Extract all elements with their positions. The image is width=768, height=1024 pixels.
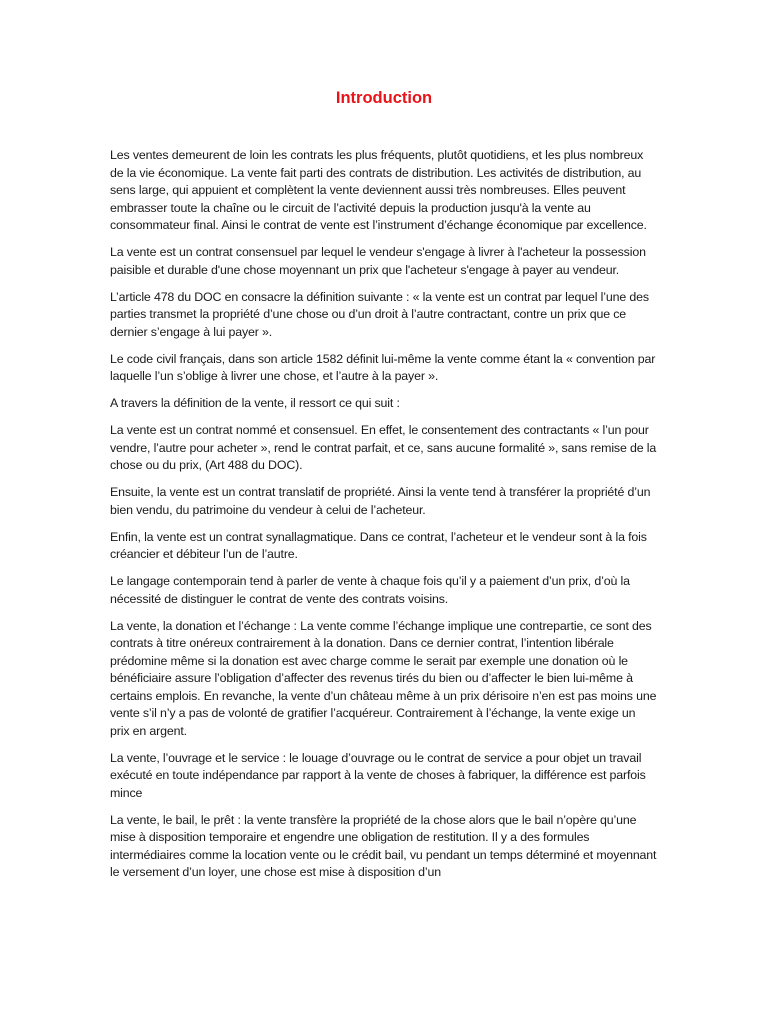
page-title: Introduction [335, 89, 433, 107]
paragraph-5: A travers la définition de la vente, il ressort ce qui suit : [110, 396, 400, 410]
paragraph-4: Le code civil français, dans son article 1582 définit lui-même la vente comme étant la « convention par laquelle l’un s’oblige à livrer une chose, et l’autre à la payer ». [110, 351, 656, 383]
paragraph-2: La vente est un contrat consensuel par lequel le vendeur s'engage à livrer à l'acheteur la possession paisible et durable d'une chose moyennant un prix que l'acheteur s'engage à payer au vendeur. [110, 245, 646, 277]
paragraph-10: La vente, la donation et l’échange : La vente comme l’échange implique une contrepartie, ce sont des contrats à titre onéreux contrairement à la donation. Dans ce dernier contrat, l’intention libérale prédomine même si la donation est avec charge comme le serait par exemple une donation où le bénéficiaire assure l’obligation d’affecter des revenus tirés du bien ou d’affecter le bien lui-même à certains emplois. En revanche, la vente d’un château même à un prix dérisoire n’en est pas moins une vente s’il n’y a pas de volonté de gratifier l’acquéreur. Contrairement à l’échange, la vente exige un prix en argent. [110, 618, 657, 738]
document-body [110, 147, 658, 891]
paragraph-8: Enfin, la vente est un contrat synallagmatique. Dans ce contrat, l’acheteur et le vendeur sont à la fois créancier et débiteur l’un de l’autre. [110, 529, 647, 561]
paragraph-3: L’article 478 du DOC en consacre la définition suivante : « la vente est un contrat par lequel l’une des parties transmet la propriété d’une chose ou d’un droit à l’autre contractant, contre un prix que ce dernier s’engage à lui payer ». [110, 289, 649, 339]
paragraph-11: La vente, l’ouvrage et le service : le louage d’ouvrage ou le contrat de service a pour objet un travail exécuté en toute indépendance par rapport à la vente de choses à fabriquer, la différence est parfois mince [110, 750, 646, 800]
paragraph-6: La vente est un contrat nommé et consensuel. En effet, le consentement des contractants « l’un pour vendre, l’autre pour acheter », rend le contrat parfait, et ce, sans aucune formalité », sans remise de la chose ou du prix, (Art 488 du DOC). [110, 423, 657, 472]
paragraph-12: La vente, le bail, le prêt : la vente transfère la propriété de la chose alors que le bail n’opère qu’une mise à disposition temporaire et engendre une obligation de restitution. Il y a des formules intermédiaires comme la location vente ou le crédit bail, vu pendant un temps déterminé et moyennant le versement d’un loyer, une chose est mise à disposition d’un [110, 812, 657, 879]
paragraph-9: Le langage contemporain tend à parler de vente à chaque fois qu’il y a paiement d’un prix, d’où la nécessité de distinguer le contrat de vente des contrats voisins. [110, 574, 630, 606]
paragraph-1: Les ventes demeurent de loin les contrats les plus fréquents, plutôt quotidiens, et les plus nombreux de la vie économique. La vente fait parti des contrats de distribution. Les activités de distribution, au sens large, qui appuient et complètent la vente deviennent aussi très nombreuses. Elles peuvent embrasser toute la chaîne ou le circuit de l’activité depuis la production jusqu'à la vente au consommateur final. Ainsi le contrat de vente est l’instrument d’échange économique par excellence. [110, 148, 647, 232]
paragraph-7: Ensuite, la vente est un contrat translatif de propriété. Ainsi la vente tend à transférer la propriété d’un bien vendu, du patrimoine du vendeur à celui de l’acheteur. [110, 485, 651, 517]
